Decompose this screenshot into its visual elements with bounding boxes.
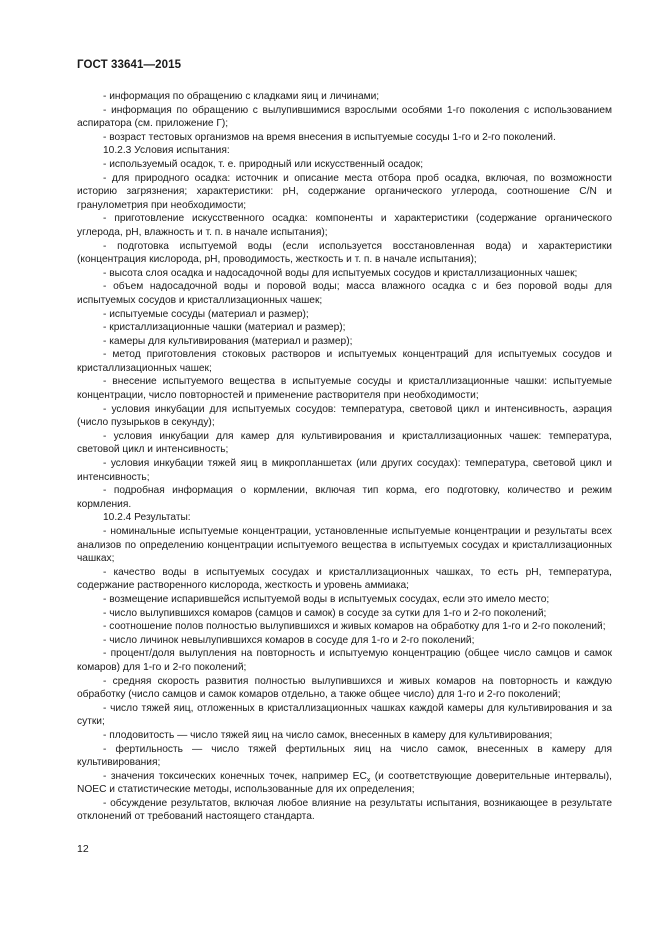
list-item-text: значения токсических конечных точек, например EC xyxy=(110,770,367,782)
list-item: - информация по обращению с вылупившимися взрослыми особями 1-го поколения с использованием аспиратора (см. приложение Г); xyxy=(77,104,612,131)
list-item-text: (и соответствующие доверительные интервалы), NOEC и статистические методы, использованные для их определения; xyxy=(77,770,613,796)
list-item: - внесение испытуемого вещества в испытуемые сосуды и кристаллизационные чашки: испытуемые концентрации, число повторностей и применение растворителя при необходимости; xyxy=(77,375,612,402)
section-heading: 10.2.4 Результаты: xyxy=(103,512,191,524)
list-item: - метод приготовления стоковых растворов и испытуемых концентраций для испытуемых сосудов и кристаллизационных чашек; xyxy=(77,348,612,375)
list-item: - возраст тестовых организмов на время внесения в испытуемые сосуды 1-го и 2-го поколений. xyxy=(77,131,612,145)
list-item: - для природного осадка: источник и описание места отбора проб осадка, включая, по возможности историю загрязнения; характеристики: pH, содержание органического углерода, соотношение C/N и гранулометрия при необходимости; xyxy=(77,172,612,213)
page-number: 12 xyxy=(77,843,89,855)
list-item: - условия инкубации для испытуемых сосудов: температура, световой цикл и интенсивность, аэрация (число пузырьков в секунду); xyxy=(77,403,612,430)
document-header: ГОСТ 33641—2015 xyxy=(77,59,182,71)
list-item: - номинальные испытуемые концентрации, установленные испытуемые концентрации и результаты всех анализов по определению концентрации испытуемого вещества в испытуемых сосудах и кристаллизационных чашках; xyxy=(77,525,612,566)
list-item: - испытуемые сосуды (материал и размер); xyxy=(77,308,612,322)
list-item: - подробная информация о кормлении, включая тип корма, его подготовку, количество и режим кормления. xyxy=(77,484,612,511)
list-item: - число вылупившихся комаров (самцов и самок) в сосуде за сутки для 1-го и 2-го поколений; xyxy=(77,607,612,621)
list-item xyxy=(77,770,612,797)
list-item: - соотношение полов полностью вылупившихся и живых комаров на обработку для 1-го и 2-го поколений; xyxy=(77,620,612,634)
list-item: - число личинок невылупившихся комаров в сосуде для 1-го и 2-го поколений; xyxy=(77,634,612,648)
list-item: - камеры для культивирования (материал и размер); xyxy=(77,335,612,349)
list-item: - число тяжей яиц, отложенных в кристаллизационных чашках каждой камеры для культивирования и за сутки; xyxy=(77,702,612,729)
list-item: - условия инкубации для камер для культивирования и кристаллизационных чашек: температура, световой цикл и интенсивность; xyxy=(77,430,612,457)
list-item: - приготовление искусственного осадка: компоненты и характеристики (содержание органического углерода, pH, влажность и т. п. в начале испытания); xyxy=(77,212,612,239)
list-item: - подготовка испытуемой воды (если используется восстановленная вода) и характеристики (концентрация кислорода, pH, проводимость, жесткость и т. п. в начале испытания); xyxy=(77,240,612,267)
list-item: - условия инкубации тяжей яиц в микропланшетах (или других сосудах): температура, световой цикл и интенсивность; xyxy=(77,457,612,484)
list-item: - средняя скорость развития полностью вылупившихся и живых комаров на повторность и каждую обработку (число самцов и самок комаров отдельно, а также общее число) для 1-го и 2-го поколений; xyxy=(77,675,612,702)
list-item: - качество воды в испытуемых сосудах и кристаллизационных чашках, то есть pH, температура, содержание растворенного кислорода, жесткость и уровень аммиака; xyxy=(77,566,612,593)
list-item: - возмещение испарившейся испытуемой воды в испытуемых сосудах, если это имело место; xyxy=(77,593,612,607)
list-item: - обсуждение результатов, включая любое влияние на результаты испытания, возникающее в результате отклонений от требований настоящего стандарта. xyxy=(77,797,612,824)
list-item: - процент/доля вылупления на повторность и испытуемую концентрацию (общее число самцов и самок комаров) для 1-го и 2-го поколений; xyxy=(77,647,612,674)
list-item: - используемый осадок, т. е. природный или искусственный осадок; xyxy=(77,158,612,172)
list-item: - фертильность — число тяжей фертильных яиц на число самок, внесенных в камеру для культивирования; xyxy=(77,743,612,770)
list-item: - высота слоя осадка и надосадочной воды для испытуемых сосудов и кристаллизационных чашек; xyxy=(77,267,612,281)
list-item: - объем надосадочной воды и поровой воды; масса влажного осадка с и без поровой воды для испытуемых сосудов и кристаллизационных чашек; xyxy=(77,280,612,307)
subscript: x xyxy=(366,776,371,784)
list-item: - кристаллизационные чашки (материал и размер); xyxy=(77,321,612,335)
list-item: - информация по обращению с кладками яиц и личинами; xyxy=(77,90,612,104)
document-body xyxy=(77,90,612,824)
section-heading: 10.2.3 Условия испытания: xyxy=(103,145,230,157)
list-item: - плодовитость — число тяжей яиц на число самок, внесенных в камеру для культивирования; xyxy=(77,729,612,743)
